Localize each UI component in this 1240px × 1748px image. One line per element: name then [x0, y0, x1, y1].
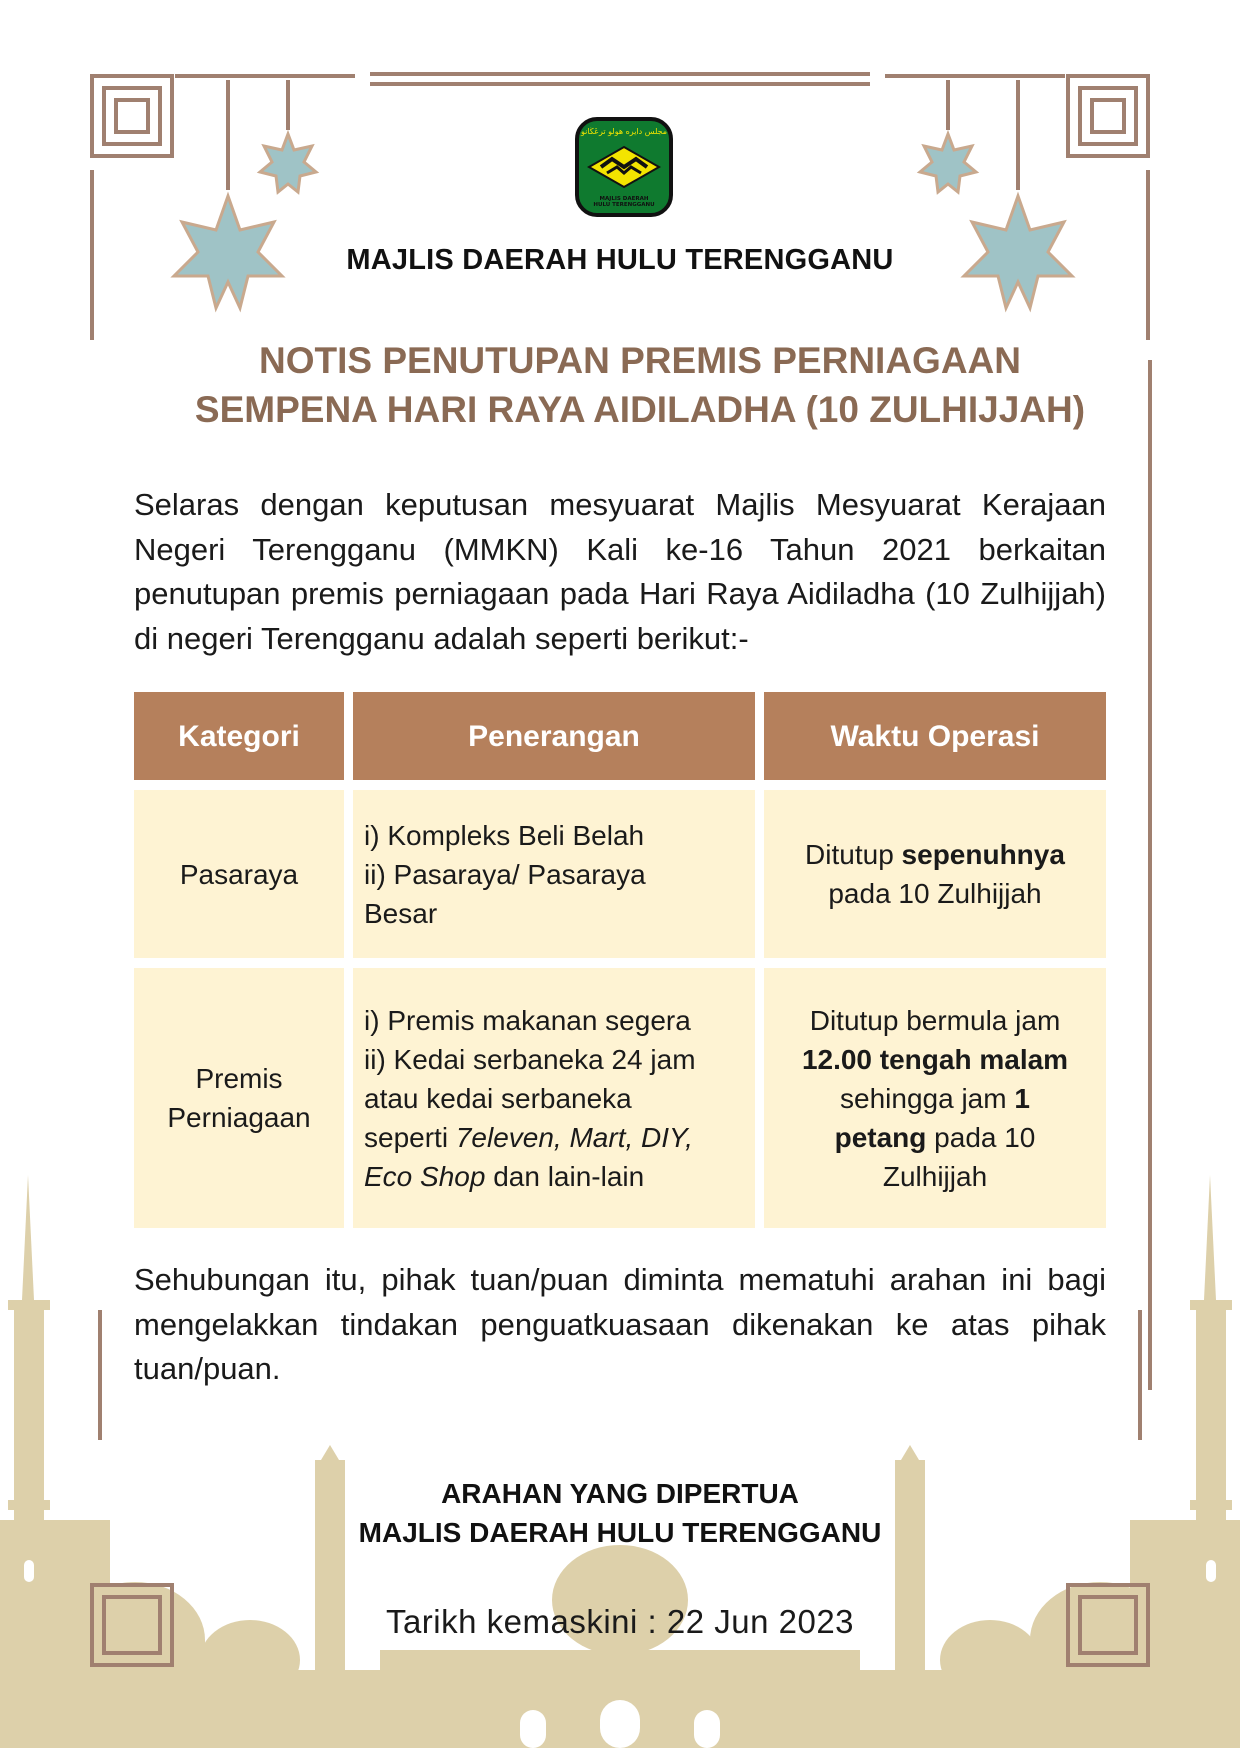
penerangan-line: i) Kompleks Beli Belah — [364, 819, 645, 851]
notice-title — [150, 336, 1130, 434]
penerangan-line: ii) Pasaraya/ Pasaraya — [364, 858, 646, 890]
penerangan-line: atau kedai serbaneka — [364, 1082, 632, 1114]
kategori-text: Perniagaan — [167, 1102, 311, 1133]
penerangan-italic-text: 7eleven, Mart, DIY, — [455, 1121, 693, 1153]
logo-caption-line2: HULU TERENGGANU — [593, 202, 655, 208]
table-cell-kategori — [134, 790, 344, 958]
logo-jawi-text: مجلس دايره هولو ترڠڬانو — [580, 127, 668, 136]
closing-paragraph: Sehubungan itu, pihak tuan/puan diminta mematuhi arahan ini bagi mengelakkan tindakan penguatkuasaan dikenakan ke atas pihak tuan/puan. — [134, 1262, 1106, 1386]
penerangan-line: Besar — [364, 897, 438, 929]
waktu-line: Ditutup bermula jam — [809, 1004, 1061, 1036]
kategori-text: Pasaraya — [179, 858, 299, 890]
signature-line2: MAJLIS DAERAH HULU TERENGGANU — [358, 1517, 882, 1548]
updated-date: Tarikh kemaskini : 22 Jun 2023 — [385, 1603, 855, 1640]
waktu-bold-text: 12.00 tengah malam — [801, 1043, 1069, 1075]
waktu-text: sehingga jam — [840, 1082, 1015, 1114]
notice-title-line2: SEMPENA HARI RAYA AIDILADHA (10 ZULHIJJAH) — [194, 389, 1086, 430]
logo-caption — [579, 196, 669, 208]
waktu-line: pada 10 Zulhijjah — [828, 878, 1042, 909]
table-header-waktu-operasi: Waktu Operasi — [764, 692, 1106, 780]
penerangan-line — [364, 1118, 747, 1157]
table-header-kategori: Kategori — [134, 692, 344, 780]
table-header-penerangan: Penerangan — [353, 692, 755, 780]
logo-caption-line1: MAJLIS DAERAH — [599, 196, 649, 202]
intro-paragraph: Selaras dengan keputusan mesyuarat Majlis Mesyuarat Kerajaan Negeri Terengganu (MMKN) Kali ke-16 Tahun 2021 berkaitan penutupan premis perniagaan pada Hari Raya Aidiladha (10 Zulhijjah) di negeri Terengganu adalah seperti berikut:- — [134, 487, 1106, 656]
signature-line1: ARAHAN YANG DIPERTUA — [441, 1478, 799, 1509]
organization-title: MAJLIS DAERAH HULU TERENGGANU — [346, 244, 894, 276]
waktu-line — [835, 1118, 1036, 1157]
logo-emblem-icon — [579, 139, 669, 199]
penerangan-line: ii) Kedai serbaneka 24 jam — [364, 1043, 696, 1075]
waktu-line — [802, 1040, 1068, 1079]
waktu-line — [840, 1079, 1030, 1118]
waktu-bold-text: 1 — [1014, 1082, 1030, 1114]
penerangan-line: i) Premis makanan segera — [364, 1004, 691, 1036]
penerangan-line — [364, 1157, 747, 1196]
table-cell-penerangan — [353, 790, 755, 958]
table-cell-waktu — [764, 790, 1106, 958]
waktu-bold-text: sepenuhnya — [901, 839, 1065, 870]
penerangan-text: dan lain-lain — [485, 1160, 645, 1192]
penerangan-text: seperti — [364, 1121, 456, 1153]
table-cell-penerangan — [353, 968, 755, 1228]
table-cell-waktu — [764, 968, 1106, 1228]
signature-block — [0, 1474, 1240, 1552]
waktu-text: pada 10 — [926, 1121, 1036, 1153]
waktu-text: Ditutup — [805, 839, 902, 870]
penerangan-italic-text: Eco Shop — [364, 1160, 486, 1192]
waktu-bold-text: petang — [834, 1121, 927, 1153]
notice-title-line1: NOTIS PENUTUPAN PREMIS PERNIAGAAN — [259, 340, 1021, 381]
kategori-text: Premis — [195, 1063, 283, 1094]
waktu-line — [805, 835, 1065, 874]
table-cell-kategori — [134, 968, 344, 1228]
waktu-line: Zulhijjah — [882, 1160, 988, 1192]
council-logo — [575, 117, 673, 217]
